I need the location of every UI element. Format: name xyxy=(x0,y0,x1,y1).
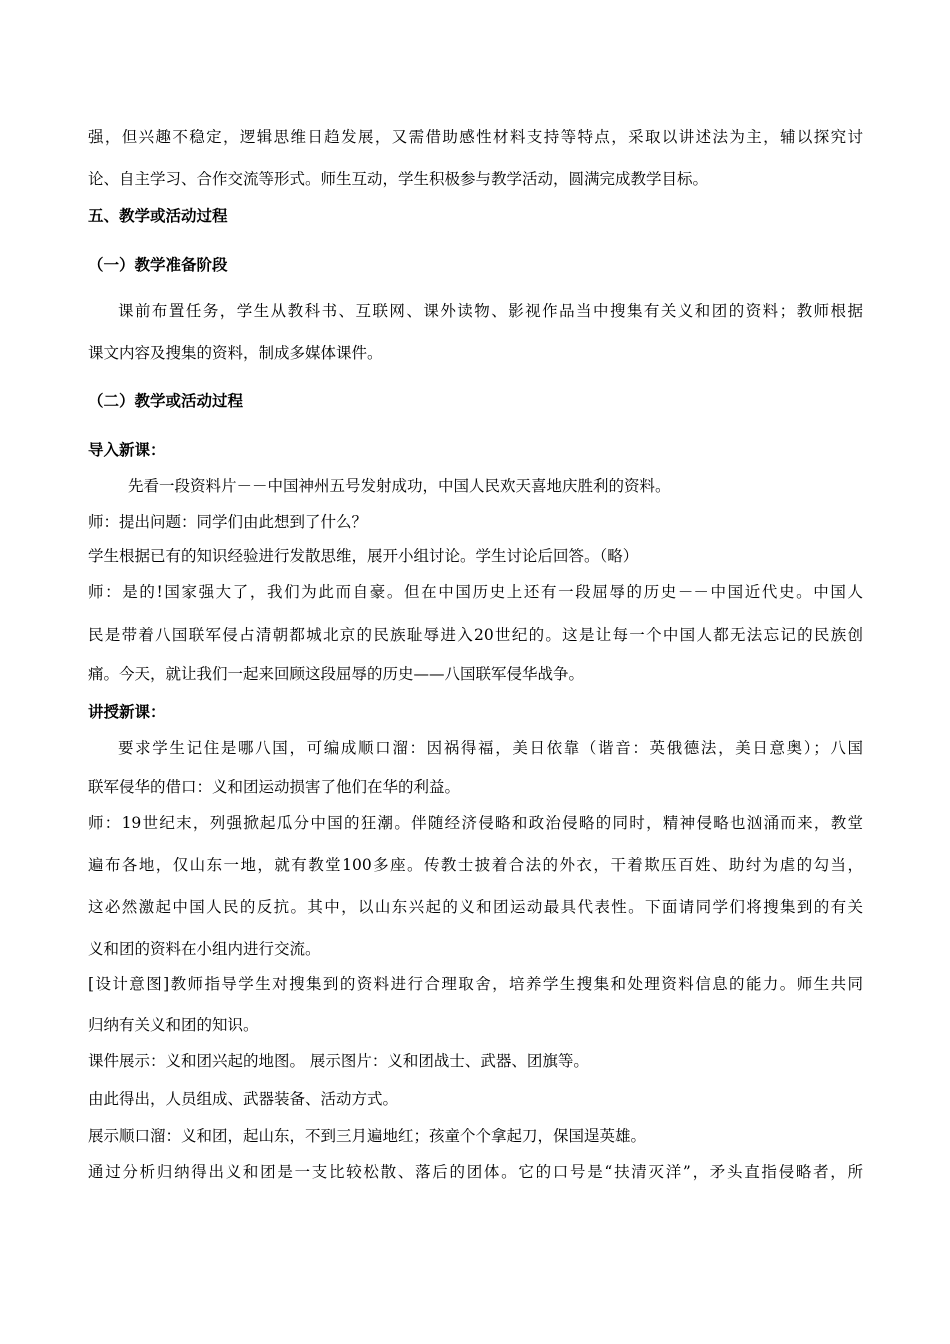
text-line: 课文内容及搜集的资料，制成多媒体课件。 xyxy=(88,344,383,362)
paragraph-heading: 导入新课： xyxy=(88,440,166,459)
text-line: 课前布置任务，学生从教科书、互联网、课外读物、影视作品当中搜集有关义和团的资料；教师根据 xyxy=(118,302,863,320)
text-line: 师：19世纪末，列强掀起瓜分中国的狂潮。伴随经济侵略和政治侵略的同时，精神侵略也汹涌而来，教堂 xyxy=(88,814,863,832)
text-line: 这必然激起中国人民的反抗。其中，以山东兴起的义和团运动最具代表性。下面请同学们将搜集到的有关 xyxy=(88,898,863,916)
text-line: 师：是的!国家强大了，我们为此而自豪。但在中国历史上还有一段屈辱的历史－－中国近代史。中国人 xyxy=(88,583,863,601)
subsection-heading: （二）教学或活动过程 xyxy=(88,391,244,410)
text-line: [设计意图]教师指导学生对搜集到的资料进行合理取舍，培养学生搜集和处理资料信息的能力。师生共同 xyxy=(88,975,863,993)
text-line: 痛。今天，就让我们一起来回顾这段屈辱的历史——八国联军侵华战争。 xyxy=(88,665,585,683)
text-line: 学生根据已有的知识经验进行发散思维，展开小组讨论。学生讨论后回答。（略） xyxy=(88,547,639,565)
subsection-heading: （一）教学准备阶段 xyxy=(88,255,228,274)
section-heading: 五、教学或活动过程 xyxy=(88,206,228,225)
text-line: 义和团的资料在小组内进行交流。 xyxy=(88,940,321,958)
text-line: 展示顺口溜：义和团，起山东，不到三月遍地红；孩童个个拿起刀，保国逞英雄。 xyxy=(88,1127,647,1145)
text-line: 归纳有关义和团的知识。 xyxy=(88,1016,259,1034)
text-line: 通过分析归纳得出义和团是一支比较松散、落后的团体。它的口号是“扶清灭洋”，矛头直指侵略者，所 xyxy=(88,1163,863,1181)
text-line: 强，但兴趣不稳定，逻辑思维日趋发展，又需借助感性材料支持等特点，采取以讲述法为主，辅以探究讨 xyxy=(88,128,863,146)
text-line: 先看一段资料片－－中国神州五号发射成功，中国人民欢天喜地庆胜利的资料。 xyxy=(128,477,671,495)
text-line: 遍布各地，仅山东一地，就有教堂100多座。传教士披着合法的外衣，干着欺压百姓、助纣为虐的勾当， xyxy=(88,856,863,874)
paragraph-heading: 讲授新课： xyxy=(88,702,166,721)
text-line: 论、自主学习、合作交流等形式。师生互动，学生积极参与教学活动，圆满完成教学目标。 xyxy=(88,170,709,188)
text-line: 民是带着八国联军侵占清朝都城北京的民族耻辱进入20世纪的。这是让每一个中国人都无法忘记的民族创 xyxy=(88,626,863,644)
text-line: 要求学生记住是哪八国，可编成顺口溜：因祸得福，美日依靠（谐音：英俄德法，美日意奥）；八国 xyxy=(118,739,863,757)
text-line: 课件展示：义和团兴起的地图。 展示图片：义和团战士、武器、团旗等。 xyxy=(88,1052,589,1070)
text-line: 联军侵华的借口：义和团运动损害了他们在华的利益。 xyxy=(88,778,461,796)
text-line: 由此得出，人员组成、武器装备、活动方式。 xyxy=(88,1090,399,1108)
text-line: 师：提出问题：同学们由此想到了什么？ xyxy=(88,513,368,531)
